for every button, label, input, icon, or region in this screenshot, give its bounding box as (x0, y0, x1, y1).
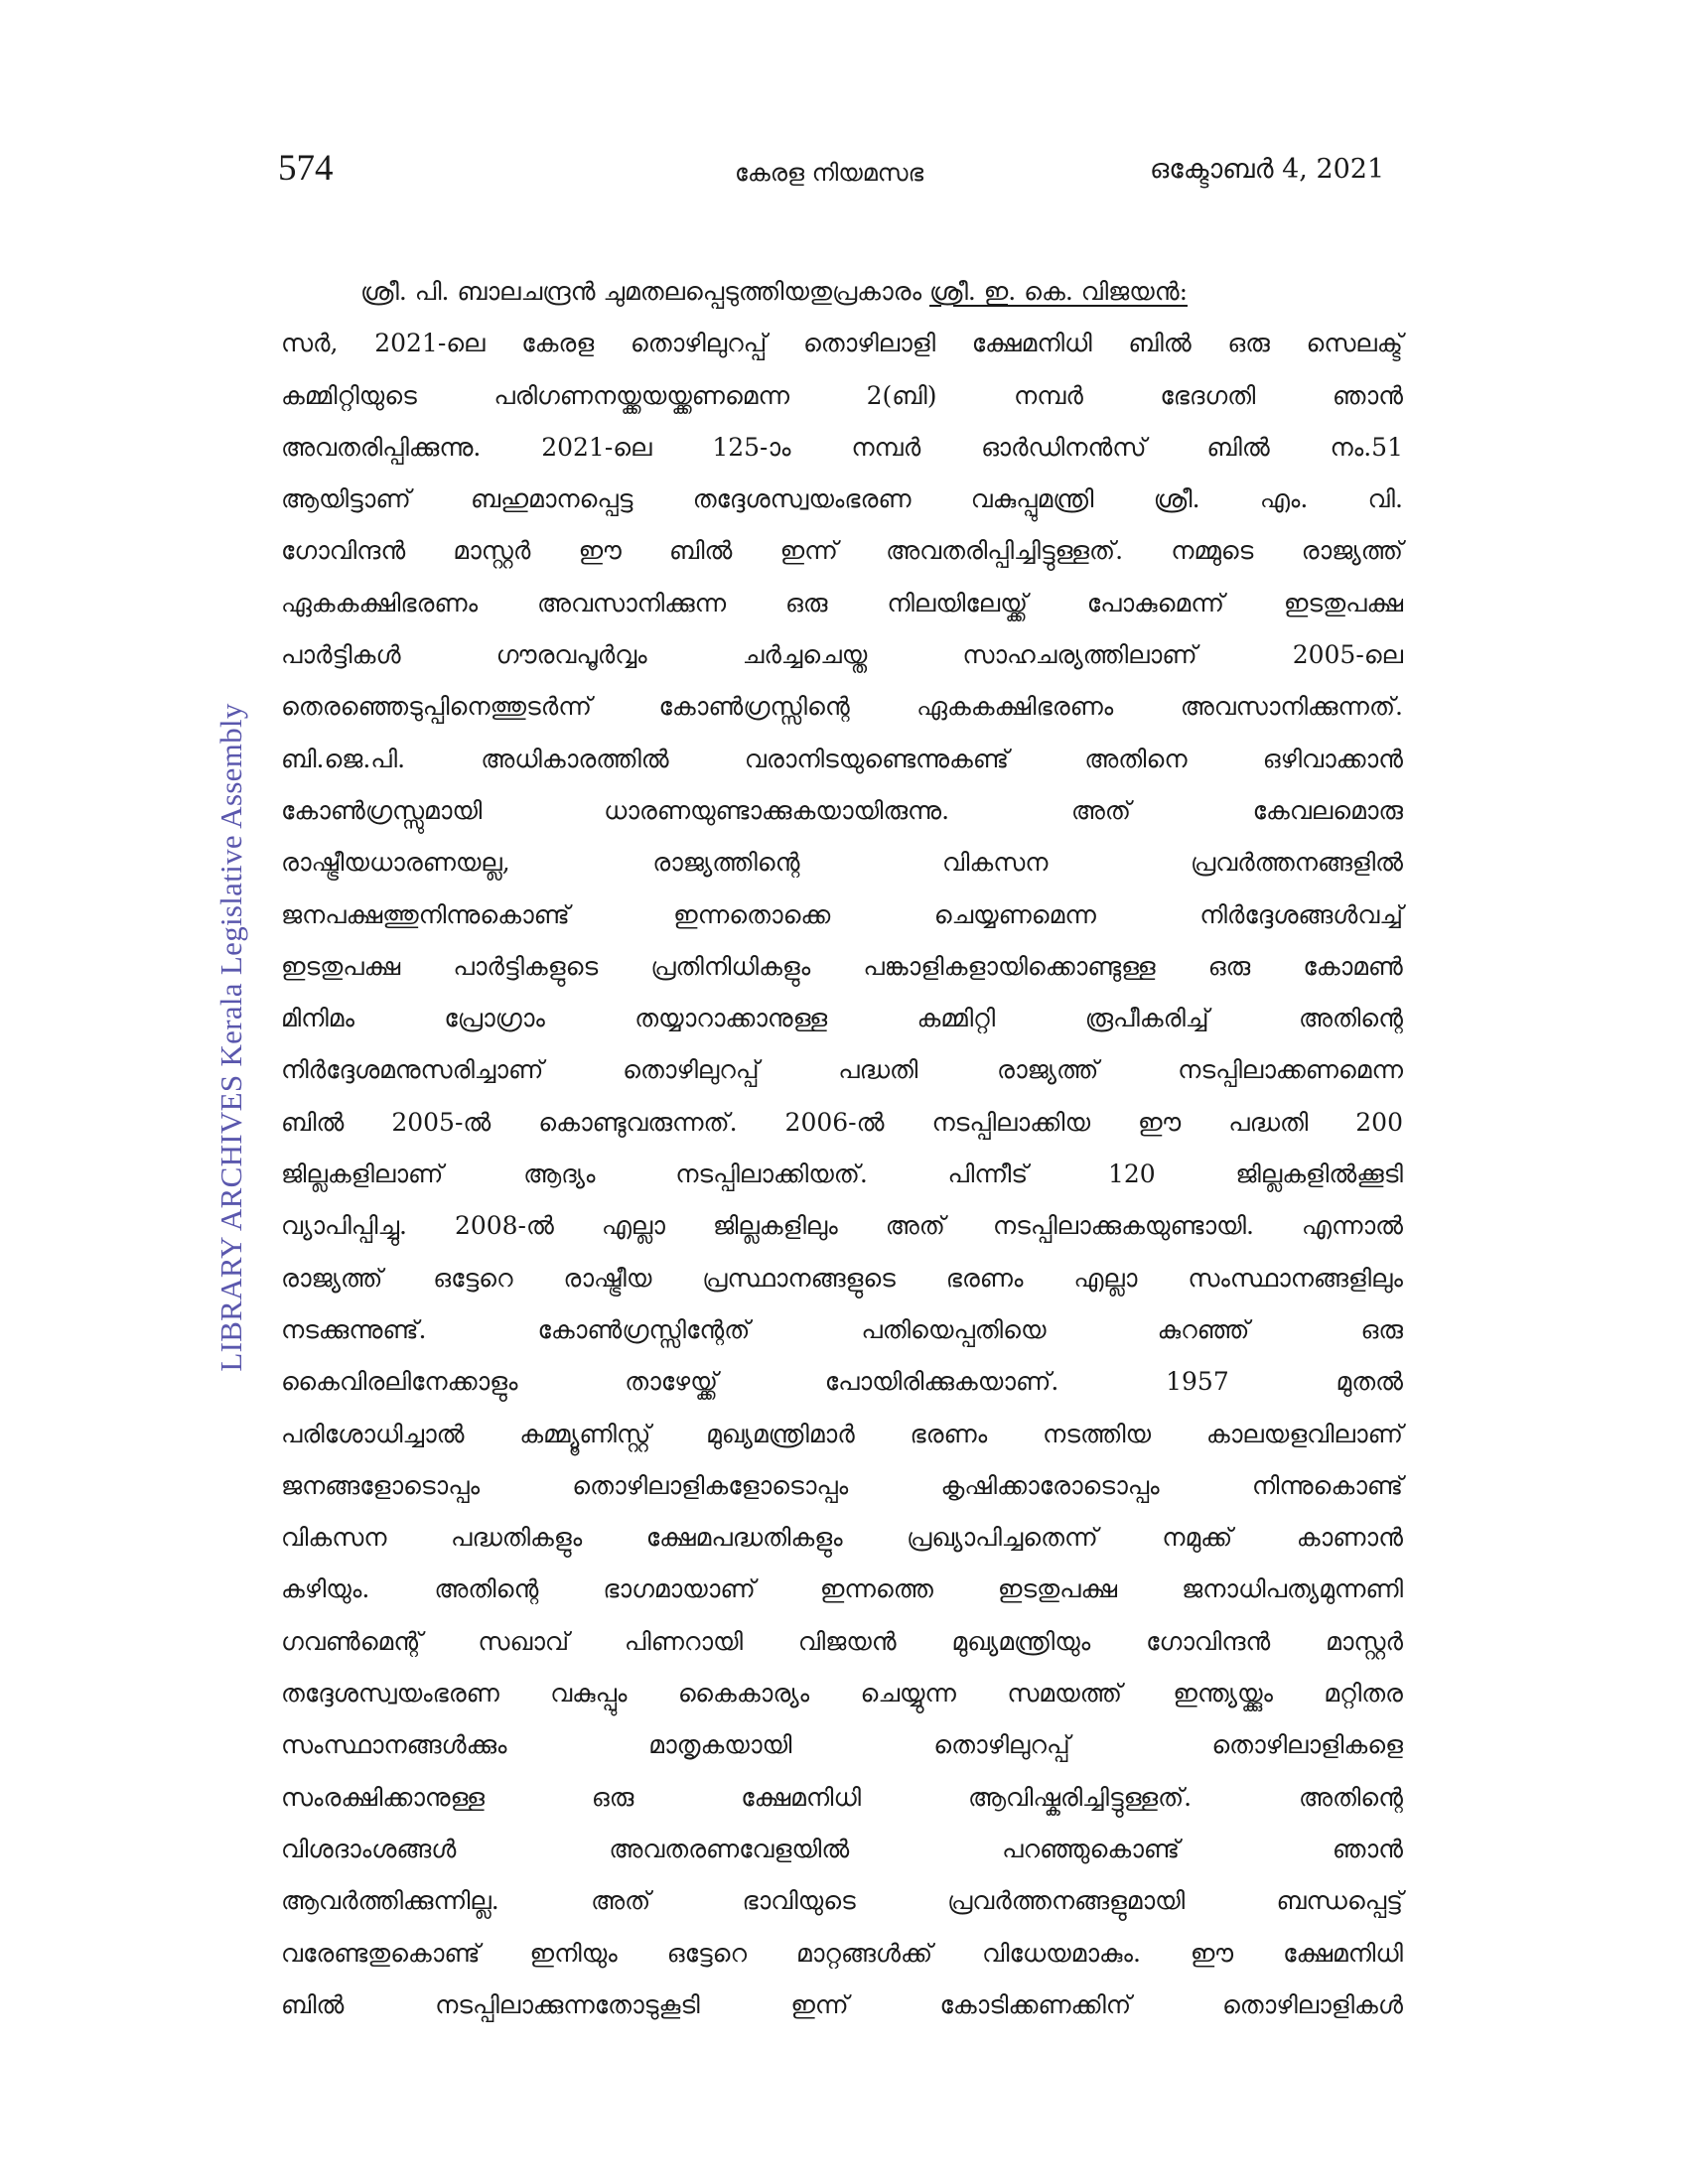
word: ചെയ്യുന്ന (860, 1679, 956, 1708)
text-line (281, 837, 1403, 888)
word: വിധേയമാകും. (982, 1938, 1141, 1968)
word: ഒരു (591, 1782, 634, 1812)
word: പരിഗണനയ്ക്കയയ്ക്കണമെന്ന (493, 380, 790, 410)
text-line (281, 993, 1403, 1044)
word: എല്ലാ (1073, 1263, 1138, 1293)
word: ഭരണം (910, 1419, 988, 1448)
word: മാതൃകയായി (648, 1730, 792, 1760)
speech-body (281, 266, 1403, 2031)
word: ക്ഷേമനിധി (1283, 1938, 1403, 1968)
word: മാസ്റ്റർ (453, 536, 531, 566)
word: എല്ലാ (601, 1211, 665, 1241)
word: സമയത്ത് (1007, 1679, 1123, 1708)
word: പാർട്ടികളുടെ (453, 951, 599, 981)
word: സംരക്ഷിക്കാനുള്ള (281, 1782, 486, 1812)
text-line (281, 1253, 1403, 1304)
word: ഇടതുപക്ഷ (997, 1574, 1118, 1604)
word: ബഹുമാനപ്പെട്ട (471, 484, 633, 514)
word: ബിൽ (1128, 329, 1192, 358)
word: പ്രസ്ഥാനങ്ങളുടെ (702, 1263, 896, 1293)
word: ഓർഡിനൻസ് (981, 432, 1147, 462)
word: ഭരണം (945, 1263, 1024, 1293)
word: നടക്കുന്നുണ്ട്. (281, 1314, 427, 1344)
word: ആവിഷ്കരിച്ചിട്ടുള്ളത്. (967, 1782, 1193, 1812)
text-line (281, 370, 1403, 422)
word: ബി.ജെ.പി. (281, 744, 406, 773)
word: പ്രഖ്യാപിച്ചതെന്ന് (907, 1523, 1098, 1553)
word: കമ്മിറ്റിയുടെ (281, 380, 417, 410)
word: ഈ (578, 536, 622, 566)
word: കോൺഗ്രസ്സിന്റേത് (537, 1314, 751, 1344)
word: പരിശോധിച്ചാൽ (281, 1419, 465, 1448)
running-title: കേരള നിയമസഭ (735, 159, 924, 187)
word: എന്നാൽ (1301, 1211, 1403, 1241)
word: സംസ്ഥാനങ്ങളിലും (1188, 1263, 1403, 1293)
word: നിന്നുകൊണ്ട് (1251, 1470, 1403, 1500)
word: നം.51 (1330, 432, 1403, 462)
word: സർ, (281, 329, 339, 358)
word: കൃഷിക്കാരോടൊപ്പം (940, 1470, 1160, 1500)
word: അതിന്റെ (434, 1574, 539, 1604)
word: പ്രോഗ്രാം (444, 1004, 545, 1033)
word: രൂപീകരിച്ച് (1084, 1004, 1209, 1033)
text-line (281, 1668, 1403, 1719)
word: തൊഴിലാളി (802, 329, 936, 358)
word: ഗോവിന്ദൻ (281, 536, 406, 566)
word: മുഖ്യമന്ത്രിമാർ (706, 1419, 855, 1448)
word: നമ്പർ (851, 432, 921, 462)
word: താഴേയ്ക്ക് (625, 1367, 718, 1397)
word: ഒരു (785, 588, 828, 617)
text-line (281, 1979, 1403, 2031)
word: പാർട്ടികൾ (281, 640, 401, 670)
word: അത് (1070, 795, 1131, 825)
word: ജില്ലകളിൽക്കൂടി (1235, 1160, 1403, 1189)
word: ജനപക്ഷത്തുനിന്നുകൊണ്ട് (281, 899, 570, 929)
word: പറഞ്ഞുകൊണ്ട് (1002, 1834, 1180, 1863)
text-line (281, 1304, 1403, 1356)
word: ആവർത്തിക്കുന്നില്ല. (281, 1886, 499, 1916)
word: ബന്ധപ്പെട്ട് (1276, 1886, 1403, 1916)
word: പദ്ധതി (1228, 1107, 1309, 1137)
word: കൈവിരലിനേക്കാളും (281, 1367, 518, 1397)
text-line (281, 1512, 1403, 1564)
text-line (281, 525, 1403, 577)
word: അതിന്റെ (1299, 1782, 1403, 1812)
word: തൊഴിലുറപ്പ് (933, 1730, 1070, 1760)
word: ക്ഷേമനിധി (741, 1782, 862, 1812)
word: 2021-ലെ (374, 329, 486, 358)
word: തയ്യാറാക്കാനുള്ള (634, 1004, 828, 1033)
speech-intro: ശ്രീ. പി. ബാലചന്ദ്രൻ ചുമതലപ്പെടുത്തിയതുപ്രകാരം (360, 277, 922, 306)
word: കോൺഗ്രസ്സിന്റെ (658, 692, 850, 722)
word: പദ്ധതി (838, 1055, 918, 1085)
word: കഴിയും. (281, 1574, 370, 1604)
word: നിലയിലേയ്ക്ക് (887, 588, 1028, 617)
word: നടത്തിയ (1043, 1419, 1152, 1448)
word: നടപ്പിലാക്കണമെന്ന (1178, 1055, 1403, 1085)
word: ധാരണയുണ്ടാക്കുകയായിരുന്നു. (604, 795, 950, 825)
word: ഞാൻ (1332, 380, 1403, 410)
word: പ്രതിനിധികളും (650, 951, 811, 981)
text-line (281, 1772, 1403, 1824)
word: ക്ഷേമനിധി (971, 329, 1092, 358)
word: സംസ്ഥാനങ്ങൾക്കും (281, 1730, 507, 1760)
word: എം. (1259, 484, 1309, 514)
word: ഇടതുപക്ഷ (281, 951, 401, 981)
word: പ്രവർത്തനങ്ങളിൽ (1191, 848, 1403, 878)
word: ബിൽ (669, 536, 733, 566)
word: പദ്ധതികളും (450, 1523, 583, 1553)
word: തൊഴിലുറപ്പ് (630, 329, 768, 358)
word: നടപ്പിലാക്കിയ (931, 1107, 1091, 1137)
word: മുഖ്യമന്ത്രിയും (951, 1626, 1091, 1656)
text-line (281, 1719, 1403, 1771)
word: മാസ്റ്റർ (1326, 1626, 1403, 1656)
word: തൊഴിലാളികളോടൊപ്പം (572, 1470, 849, 1500)
text-line (281, 474, 1403, 525)
word: പിണറായി (624, 1626, 744, 1656)
word: ജനാധിപത്യമുന്നണി (1182, 1574, 1403, 1604)
word: പോയിരിക്കുകയാണ്. (824, 1367, 1059, 1397)
word: ക്ഷേമപദ്ധതികളും (645, 1523, 843, 1553)
word: വരാനിടയുണ്ടെന്നുകണ്ട് (744, 744, 1009, 773)
word: വ്യാപിപ്പിച്ചു. (281, 1211, 407, 1241)
word: രാജ്യത്ത് (997, 1055, 1099, 1085)
text-line (281, 422, 1403, 474)
word: പ്രവർത്തനങ്ങളുമായി (947, 1886, 1186, 1916)
word: നടപ്പിലാക്കുന്നതോടുകൂടി (435, 1989, 700, 2019)
word: 2021-ലെ (541, 432, 652, 462)
word: ഇന്നതൊക്കെ (673, 899, 831, 929)
word: 200 (1355, 1107, 1403, 1137)
word: 1957 (1166, 1367, 1229, 1397)
word: പോകുമെന്ന് (1086, 588, 1224, 617)
word: ഇന്ന് (790, 1989, 849, 2019)
word: അവസാനിക്കുന്നത്. (1180, 692, 1403, 722)
word: പങ്കാളികളായിക്കൊണ്ടുള്ള (863, 951, 1156, 981)
word: ഒരു (1360, 1314, 1403, 1344)
text-line (281, 1875, 1403, 1927)
word: കോൺഗ്രസ്സുമായി (281, 795, 483, 825)
word: ഞാൻ (1332, 1834, 1403, 1863)
word: ബിൽ (281, 1989, 345, 2019)
text-line (281, 1097, 1403, 1149)
word: കമ്മിറ്റി (916, 1004, 996, 1033)
word: ഈ (1190, 1938, 1234, 1968)
text-line (281, 734, 1403, 785)
word: രാഷ്ട്രീയധാരണയല്ല, (281, 848, 510, 878)
word: പിന്നീട് (947, 1160, 1029, 1189)
word: ഒഴിവാക്കാൻ (1262, 744, 1403, 773)
word: തദ്ദേശസ്വയംഭരണ (281, 1679, 499, 1708)
word: സഖാവ് (478, 1626, 570, 1656)
word: ഏകകക്ഷിഭരണം (916, 692, 1114, 722)
word: ഒട്ടേറെ (433, 1263, 513, 1293)
word: ജില്ലകളിലും (712, 1211, 838, 1241)
word: സാഹചര്യത്തിലാണ് (962, 640, 1197, 670)
word: അത് (591, 1886, 651, 1916)
text-line (281, 318, 1403, 369)
word: ഏകകക്ഷിഭരണം (281, 588, 479, 617)
text-line (281, 1044, 1403, 1096)
word: ആയിട്ടാണ് (281, 484, 411, 514)
speech-first-line (281, 266, 1403, 318)
word: പതിയെപ്പതിയെ (861, 1314, 1047, 1344)
word: ബിൽ (1206, 432, 1270, 462)
word: വികസന (281, 1523, 387, 1553)
word: ഇന്ത്യയ്ക്കും (1173, 1679, 1274, 1708)
word: നടപ്പിലാക്കിയത്. (675, 1160, 868, 1189)
text-line (281, 889, 1403, 941)
text-line (281, 1149, 1403, 1200)
text-line (281, 1616, 1403, 1668)
word: കൈകാര്യം (677, 1679, 810, 1708)
word: വിശദാംശങ്ങൾ (281, 1834, 457, 1863)
word: മുതൽ (1336, 1367, 1403, 1397)
word: 125-ാം (712, 432, 791, 462)
word: അവതരിപ്പിക്കുന്നു. (281, 432, 482, 462)
word: നടപ്പിലാക്കുകയുണ്ടായി. (992, 1211, 1254, 1241)
word: ഈ (1138, 1107, 1182, 1137)
word: വി. (1367, 484, 1403, 514)
word: ഭാവിയുടെ (742, 1886, 856, 1916)
word: ചർച്ചചെയ്ത (742, 640, 868, 670)
word: ആദ്യം (523, 1160, 596, 1189)
word: തൊഴിലാളികൾ (1221, 1989, 1403, 2019)
word: ശ്രീ. (1153, 484, 1200, 514)
word: തെരഞ്ഞെടുപ്പിനെത്തുടർന്ന് (281, 692, 593, 722)
word: ഭാഗമായാണ് (603, 1574, 756, 1604)
word: തദ്ദേശസ്വയംഭരണ (692, 484, 912, 514)
word: മറ്റിതര (1324, 1679, 1403, 1708)
word: നമുക്ക് (1162, 1523, 1233, 1553)
text-line (281, 785, 1403, 837)
text-line (281, 941, 1403, 993)
watermark-text: LIBRARY ARCHIVES Kerala Legislative Assembly (213, 703, 248, 1372)
word: ഗവൺമെന്റ് (281, 1626, 423, 1656)
word: ചെയ്യണമെന്ന (933, 899, 1096, 929)
word: ഗൗരവപൂർവ്വം (495, 640, 647, 670)
word: ഒട്ടേറെ (666, 1938, 748, 1968)
word: ഇന്ന് (779, 536, 838, 566)
speaker-name: ശ്രീ. ഇ. കെ. വിജയൻ: (929, 277, 1188, 306)
word: ഇനിയും (529, 1938, 618, 1968)
word: തൊഴിലാളികളെ (1211, 1730, 1403, 1760)
text-line (281, 681, 1403, 733)
word: മാറ്റങ്ങൾക്ക് (796, 1938, 933, 1968)
word: അധികാരത്തിൽ (481, 744, 669, 773)
word: ഇടതുപക്ഷ (1283, 588, 1403, 617)
word: കേവലമൊരു (1252, 795, 1403, 825)
word: വരേണ്ടതുകൊണ്ട് (281, 1938, 481, 1968)
word: വിജയൻ (797, 1626, 897, 1656)
word: രാജ്യത്തിന്റെ (652, 848, 800, 878)
text-line (281, 1200, 1403, 1252)
word: തൊഴിലുറപ്പ് (623, 1055, 760, 1085)
word: കൊണ്ടുവരുന്നത്. (538, 1107, 738, 1137)
word: 120 (1107, 1160, 1156, 1189)
text-line (281, 578, 1403, 629)
word: കമ്മ്യൂണിസ്റ്റ് (519, 1419, 651, 1448)
word: അവസാനിക്കുന്ന (536, 588, 727, 617)
text-line (281, 1356, 1403, 1408)
word: കോടിക്കണക്കിന് (939, 1989, 1132, 2019)
word: നമ്മുടെ (1171, 536, 1254, 566)
text-line (281, 1824, 1403, 1875)
word: കോമൺ (1303, 951, 1403, 981)
word: 2008-ൽ (454, 1211, 554, 1241)
word: വകുപ്പുമന്ത്രി (970, 484, 1094, 514)
word: ജനങ്ങളോടൊപ്പം (281, 1470, 481, 1500)
word: ജില്ലകളിലാണ് (281, 1160, 444, 1189)
word: മിനിമം (281, 1004, 354, 1033)
word: കുറഞ്ഞ് (1157, 1314, 1250, 1344)
word: രാജ്യത്ത് (1301, 536, 1403, 566)
word: അവതരിപ്പിച്ചിട്ടുള്ളത്. (886, 536, 1124, 566)
word: സെലക്ട് (1306, 329, 1403, 358)
page-number: 574 (278, 148, 334, 189)
word: നമ്പർ (1014, 380, 1083, 410)
word: 2(ബി) (866, 380, 937, 410)
text-line (281, 1409, 1403, 1460)
word: അത് (885, 1211, 945, 1241)
word: കാണാൻ (1296, 1523, 1403, 1553)
word: അവതരണവേളയിൽ (609, 1834, 850, 1863)
word: അതിനെ (1084, 744, 1188, 773)
word: ഗോവിന്ദൻ (1146, 1626, 1271, 1656)
word: 2005-ൽ (391, 1107, 492, 1137)
word: 2005-ലെ (1292, 640, 1403, 670)
word: രാഷ്ട്രീയ (563, 1263, 652, 1293)
word: ഒരു (1207, 951, 1251, 981)
word: ബിൽ (281, 1107, 345, 1137)
text-line (281, 629, 1403, 681)
word: ഇന്നത്തെ (819, 1574, 933, 1604)
text-line (281, 1928, 1403, 1979)
word: രാജ്യത്ത് (281, 1263, 383, 1293)
text-line (281, 1564, 1403, 1615)
word: കാലയളവിലാണ് (1205, 1419, 1403, 1448)
word: നിർദ്ദേശമനുസരിച്ചാണ് (281, 1055, 544, 1085)
word: വകുപ്പും (550, 1679, 628, 1708)
word: ഭേദഗതി (1160, 380, 1256, 410)
page-date: ഒക്ടോബർ 4, 2021 (1150, 154, 1385, 185)
word: അതിന്റെ (1299, 1004, 1403, 1033)
word: 2006-ൽ (784, 1107, 885, 1137)
word: കേരള (521, 329, 595, 358)
word: ഒരു (1227, 329, 1270, 358)
text-line (281, 1460, 1403, 1512)
word: വികസന (942, 848, 1049, 878)
word: നിർദ്ദേശങ്ങൾവച്ച് (1199, 899, 1403, 929)
